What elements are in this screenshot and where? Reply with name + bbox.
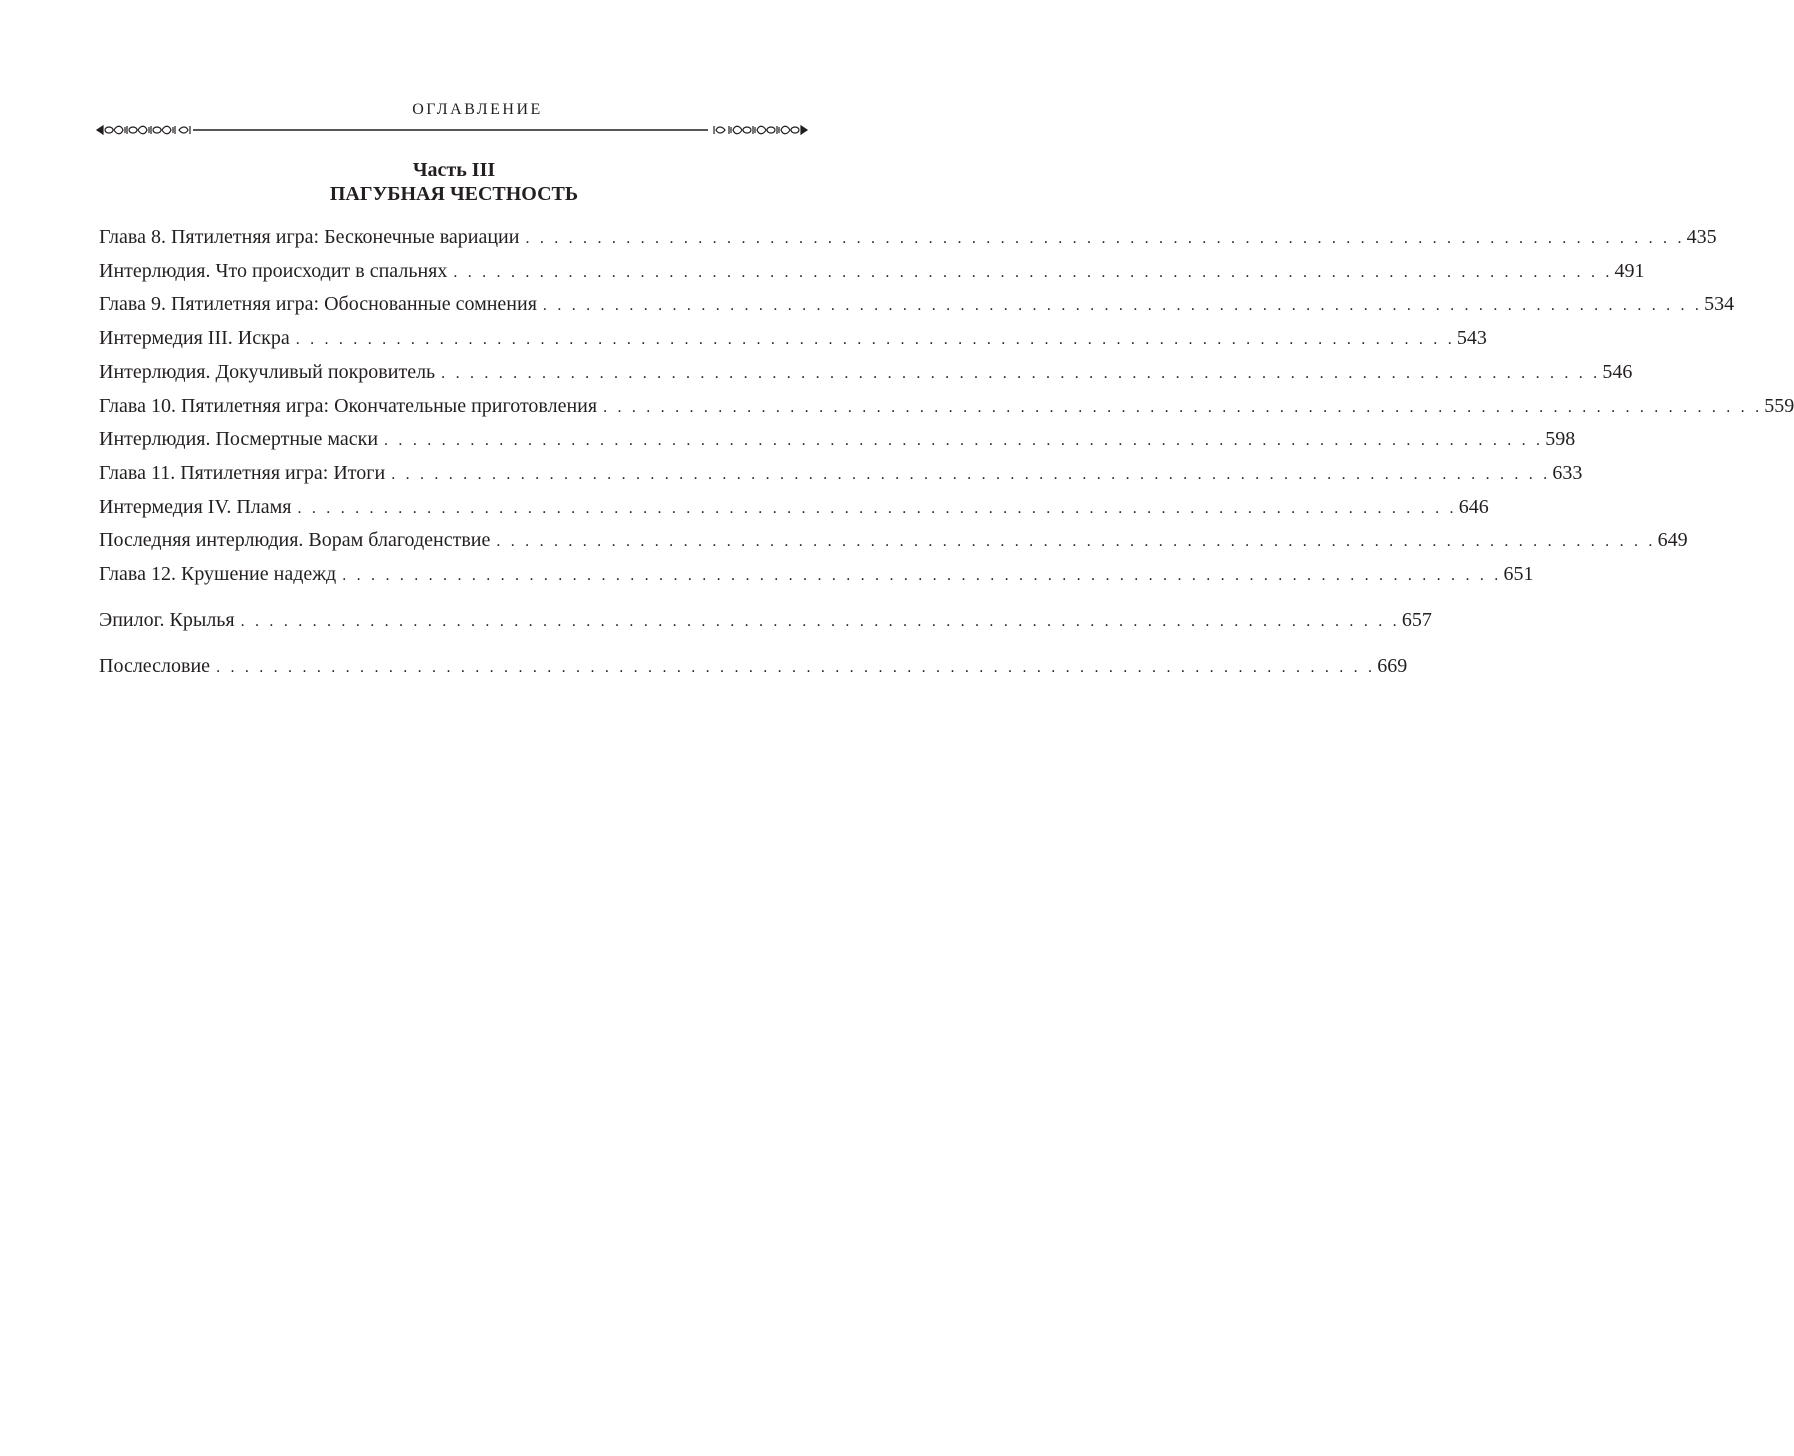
toc-entry-title: Послесловие [99, 655, 211, 677]
toc-entry-page: 646 [1458, 496, 1489, 518]
toc-entry-page: 559 [1764, 395, 1794, 417]
toc-entry-title: Глава 8. Пятилетняя игра: Бесконечные вариации [99, 226, 520, 248]
toc-entry-page: 657 [1401, 609, 1432, 631]
toc-entry-title: Эпилог. Крылья [99, 609, 235, 631]
toc-entry[interactable] [99, 391, 1794, 421]
toc-entry-page: 491 [1614, 260, 1645, 282]
toc-entry[interactable] [99, 323, 1487, 353]
toc-entry-title: Интерлюдия. Что происходит в спальнях [99, 260, 448, 282]
running-head: ОГЛАВЛЕНИЕ [412, 101, 543, 118]
toc-entry-page: 534 [1704, 293, 1735, 315]
toc-entry-page: 598 [1545, 428, 1576, 450]
dot-leader: . . . . . . . . . . . . . . . . . . . . . . . . . . . . . . . . . . . . . . . . . . . . . . . . . . . . . . . . . . . . . . . . . . . . . . . . . . . . . . . . . [453, 264, 1613, 281]
toc-entry[interactable] [99, 256, 1645, 286]
dot-leader: . . . . . . . . . . . . . . . . . . . . . . . . . . . . . . . . . . . . . . . . . . . . . . . . . . . . . . . . . . . . . . . . . . . . . . . . . . . . . . . . . [295, 331, 1455, 348]
dot-leader: . . . . . . . . . . . . . . . . . . . . . . . . . . . . . . . . . . . . . . . . . . . . . . . . . . . . . . . . . . . . . . . . . . . . . . . . . . . . . . . . . [297, 500, 1457, 517]
dot-leader: . . . . . . . . . . . . . . . . . . . . . . . . . . . . . . . . . . . . . . . . . . . . . . . . . . . . . . . . . . . . . . . . . . . . . . . . . . . . . . . . . [525, 230, 1685, 247]
toc-entry-page: 435 [1686, 226, 1717, 248]
toc-entry-title: Интермедия IV. Пламя [99, 496, 292, 518]
toc-entry-title: Глава 10. Пятилетняя игра: Окончательные приготовления [99, 395, 598, 417]
toc-entry[interactable] [99, 222, 1717, 252]
toc-entry-title: Интермедия III. Искра [99, 327, 290, 349]
dot-leader: . . . . . . . . . . . . . . . . . . . . . . . . . . . . . . . . . . . . . . . . . . . . . . . . . . . . . . . . . . . . . . . . . . . . . . . . . . . . . . . . . [342, 567, 1502, 584]
dot-leader: . . . . . . . . . . . . . . . . . . . . . . . . . . . . . . . . . . . . . . . . . . . . . . . . . . . . . . . . . . . . . . . . . . . . . . . . . . . . . . . . . [603, 399, 1763, 416]
toc-entry[interactable] [99, 651, 1408, 681]
toc-entry-title: Последняя интерлюдия. Ворам благоденствие [99, 529, 491, 551]
toc-entry-title: Глава 9. Пятилетняя игра: Обоснованные сомнения [99, 293, 537, 315]
toc-entry[interactable] [99, 357, 1633, 387]
toc-entry-page: 651 [1503, 563, 1534, 585]
dot-leader: . . . . . . . . . . . . . . . . . . . . . . . . . . . . . . . . . . . . . . . . . . . . . . . . . . . . . . . . . . . . . . . . . . . . . . . . . . . . . . . . . [496, 533, 1656, 550]
toc-entry[interactable] [99, 458, 1583, 488]
toc-entry-page: 633 [1552, 462, 1583, 484]
dot-leader: . . . . . . . . . . . . . . . . . . . . . . . . . . . . . . . . . . . . . . . . . . . . . . . . . . . . . . . . . . . . . . . . . . . . . . . . . . . . . . . . . [240, 613, 1400, 630]
toc-entry-title: Интерлюдия. Докучливый покровитель [99, 361, 436, 383]
toc-entry[interactable] [99, 424, 1576, 454]
dot-leader: . . . . . . . . . . . . . . . . . . . . . . . . . . . . . . . . . . . . . . . . . . . . . . . . . . . . . . . . . . . . . . . . . . . . . . . . . . . . . . . . . [216, 659, 1376, 676]
ornament-rule-right-icon [714, 126, 807, 134]
part-title: ПАГУБНАЯ ЧЕСТНОСТЬ [329, 183, 579, 205]
ornamental-rule [96, 122, 808, 138]
part-label: Часть III [412, 159, 496, 181]
toc-entry-page: 543 [1456, 327, 1487, 349]
ornament-rule-left-icon [97, 126, 190, 134]
toc-entry-title: Глава 11. Пятилетняя игра: Итоги [99, 462, 386, 484]
toc-entry-title: Глава 12. Крушение надежд [99, 563, 337, 585]
dot-leader: . . . . . . . . . . . . . . . . . . . . . . . . . . . . . . . . . . . . . . . . . . . . . . . . . . . . . . . . . . . . . . . . . . . . . . . . . . . . . . . . . [441, 365, 1601, 382]
dot-leader: . . . . . . . . . . . . . . . . . . . . . . . . . . . . . . . . . . . . . . . . . . . . . . . . . . . . . . . . . . . . . . . . . . . . . . . . . . . . . . . . . [391, 466, 1551, 483]
toc-entry[interactable] [99, 525, 1688, 555]
toc-entry[interactable] [99, 605, 1432, 635]
dot-leader: . . . . . . . . . . . . . . . . . . . . . . . . . . . . . . . . . . . . . . . . . . . . . . . . . . . . . . . . . . . . . . . . . . . . . . . . . . . . . . . . . [542, 297, 1703, 314]
toc-entry[interactable] [99, 559, 1534, 589]
toc-entry-title: Интерлюдия. Посмертные маски [99, 428, 379, 450]
toc-entry[interactable] [99, 289, 1735, 319]
dot-leader: . . . . . . . . . . . . . . . . . . . . . . . . . . . . . . . . . . . . . . . . . . . . . . . . . . . . . . . . . . . . . . . . . . . . . . . . . . . . . . . . . [384, 432, 1544, 449]
toc-entry[interactable] [99, 492, 1489, 522]
toc-entry-page: 546 [1602, 361, 1633, 383]
toc-entry-page: 669 [1377, 655, 1408, 677]
toc-entry-page: 649 [1657, 529, 1688, 551]
